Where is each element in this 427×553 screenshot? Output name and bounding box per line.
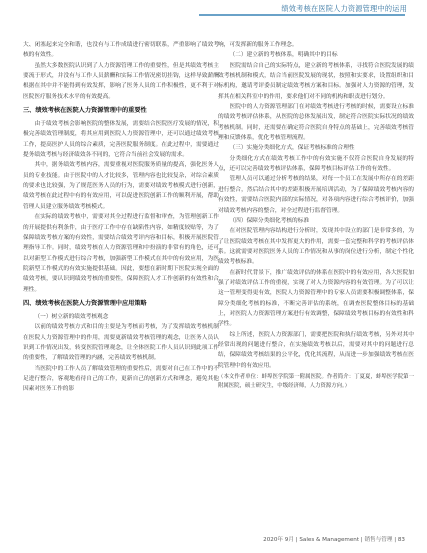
paragraph: 在新时代背景下，推广绩效评估的体系在医院中的有效应用，各大医院加强了对绩效评估工作的重视，实现了对人力资源内容的有效管理。为了可以让这一管理变得更有效，医院人力资源管理中的专家人员需要积极调整体系，保障分类细化考核的标准，不断完善评估的系统，在调查医院整体目标的基础上，对医院人力资源管理方案进行有效调整，保障绩效考核目标的有效性和科学性。 xyxy=(218,269,414,328)
section-heading: 四、绩效考核在医院人力资源管理中应用策略 xyxy=(23,299,147,307)
section-heading: 三、绩效考核在医院人力资源管理中的重要性 xyxy=(23,107,147,115)
page-footer xyxy=(0,534,427,548)
subsection-heading: （一）树立新的绩效考核观念 xyxy=(34,313,109,320)
right-column xyxy=(218,40,414,391)
paragraph: 虽然大多数医院认识到了人力资源管理工作的重要性，但是其绩效考核主要流于形式，并没有与工作人员薪酬和实际工作情况密切挂钩，这样导致薪酬根据在其中并不能得到有效发挥，影响了医务人员的工作积极性，更不利于对医院医疗服务技术水平的有效提高。 xyxy=(23,62,219,100)
paragraph: 响，可发挥新的服务工作理念。 xyxy=(218,42,298,48)
paragraph: 大、闭塞起来完全和谐，也没有与工作成绩进行密切联系，严重影响了绩效考核的有效性。 xyxy=(23,42,219,59)
paragraph: 综上所述，医院人力资源部门，需要把医院和执行绩效考核，另外对其中经常出现的问题进行整合，在实施绩效考核以后，需要对其中的问题进行总结，保障绩效考核结果的公平化，优化其流程，从而进一步加强绩效考核在医院管理中的有效应用。 xyxy=(218,331,414,369)
subsection-heading: （四）保障分类细化考核的标准 xyxy=(229,217,310,224)
paragraph: 在对医院管理内容结构进行分析时，发现其中设立的部门是非常多的，为了让医院绩效考核在其中发挥更大的作用，需要一套完整和科学的考核评估体系。这就需要对医院医务人员的工作情况和从事的岗位进行分析，制定个性化绩效考核标准。 xyxy=(218,228,414,266)
paragraph: 其中，据务绩效考核内容，需要重视对医院服务质量的提高，强化医务人员的专业技能。由于医院中的人才比较多，管理内容也比较复杂，对综合素质的要求也比较强，为了规范医务人员的行为，需要对绩效考核模式进行创新，绩效考核在此过程中有的有效应用，可以促进医院创新工作的顺利开展，帮助管理人员建立服务绩效考核模式。 xyxy=(23,162,219,210)
subsection-heading: （三）实施分类细化方式，保证考核标准的合理性 xyxy=(229,145,355,152)
paragraph: 医院中的人力资源管理部门在对绩效考核进行考核的时候，需要设立标准的绩效考核评估体系，从医院的总体发展出发，制定符合医院实际状况的绩效考核机制。同时，还需要在确定符合医院自身特点的基础上，完善绩效考核管理和反馈体系，优化考核管理流程。 xyxy=(218,104,414,142)
footer-text: 2020年 9月 | Sales & Management | 销售与管理 | 83 xyxy=(263,537,405,543)
paragraph: 分类细化方式在绩效考核工作中的有效实施不仅符合医院自身发展的特点，还可以完善绩效考核评估体系，保障考核目标评估工作的有效性。 xyxy=(218,155,414,173)
left-column xyxy=(23,40,219,395)
subsection-heading: （二）建立新的考核体系，明确其中的目标 xyxy=(229,52,338,59)
paragraph: 在实际的绩效考核中，需要对其全过程进行监督和审查，为管理创新工作的开展提供有利条件，由于医疗工作中存在缺陷性内容，如精度较贴等，为了保障绩效考核方案的有效性，需要结合绩效考评内容和目标，积极开展医院管理指导工作。同时，绩效考核在人力资源管理和中扮演的非常有的角色，还可以对新型工作模式进行综合考核，加强新型工作模式在其中的有效应用，为医院新型工作模式的有效实施提供基础。因此，要想在新时期下医院实现全面的绩效考核，要认识到绩效考核的重要性，保障医院人才工作创新的有效性和合理性。 xyxy=(23,214,219,293)
header-rule xyxy=(199,14,405,16)
page-header xyxy=(0,0,427,30)
paragraph: 医院需结合自己的实际特点，建立新的考核体系，寻找符合医院发展的绩效考核机制和模式，结合当前医院发展的现状，按照和实要求，设置组织和目标机构，邀请考评委员制定绩效考核方案和目标。加强对人力资源的管理，发挥其在相关科室中的作用，要求他们对不同的机构和职责进行划分。 xyxy=(218,62,414,100)
paragraph: 管理人员可以通过分析考核的结果，对每一个员工在发展中所存在的差距进行整合，然后结合其中的差距积极开展培训活动，为了保障绩效考核内容的有效性，需要结合医院内部的实际情况，对各项内容进行综合考核评价，加强对绩效考核内容的整合，对全过程进行监督管理。 xyxy=(218,176,414,214)
author-note: （本文作者单位：蚌埠医学院第一附属医院。作者简介：丁夏夏，蚌埠医学院第一附属医院，硕士研究生，中级经济师，人力资源方向。） xyxy=(218,374,414,390)
paragraph: 当医院中的工作人员了解绩效管理的重要性后，需要对自己在工作中的不足进行整合，客观地看待自己的工作，更新自己的创新方式和理念，避免其他因素对医务工作的影 xyxy=(23,365,219,393)
running-title: 绩效考核在医院人力资源管理中的运用 xyxy=(281,4,407,13)
paragraph: 由于绩效考核会影响医院的整体发展，需要结合医院医疗发展的情况，积极完善绩效管理制度，将其应用到医院人力资源管理中，还可以通过绩效考核工作，提高医护人员的综合素质，完善医院服务制度。在此过程中，需要通过提务绩效考核与经济绩效各不同的，它符合当前社会发展的需求。 xyxy=(23,121,219,159)
paragraph: 以前的绩效考核方式和目的主要是为考核而考核，为了发挥绩效考核机制在医院人力资源管理中的作用，需要更新绩效考核管理的观念，让医务人员认识到工作情况出发，转变医院管理观念，让全体医院工作人员认识到此项工作的重要性，了解绩效管理的内涵，完善绩效考核机制。 xyxy=(23,324,219,362)
